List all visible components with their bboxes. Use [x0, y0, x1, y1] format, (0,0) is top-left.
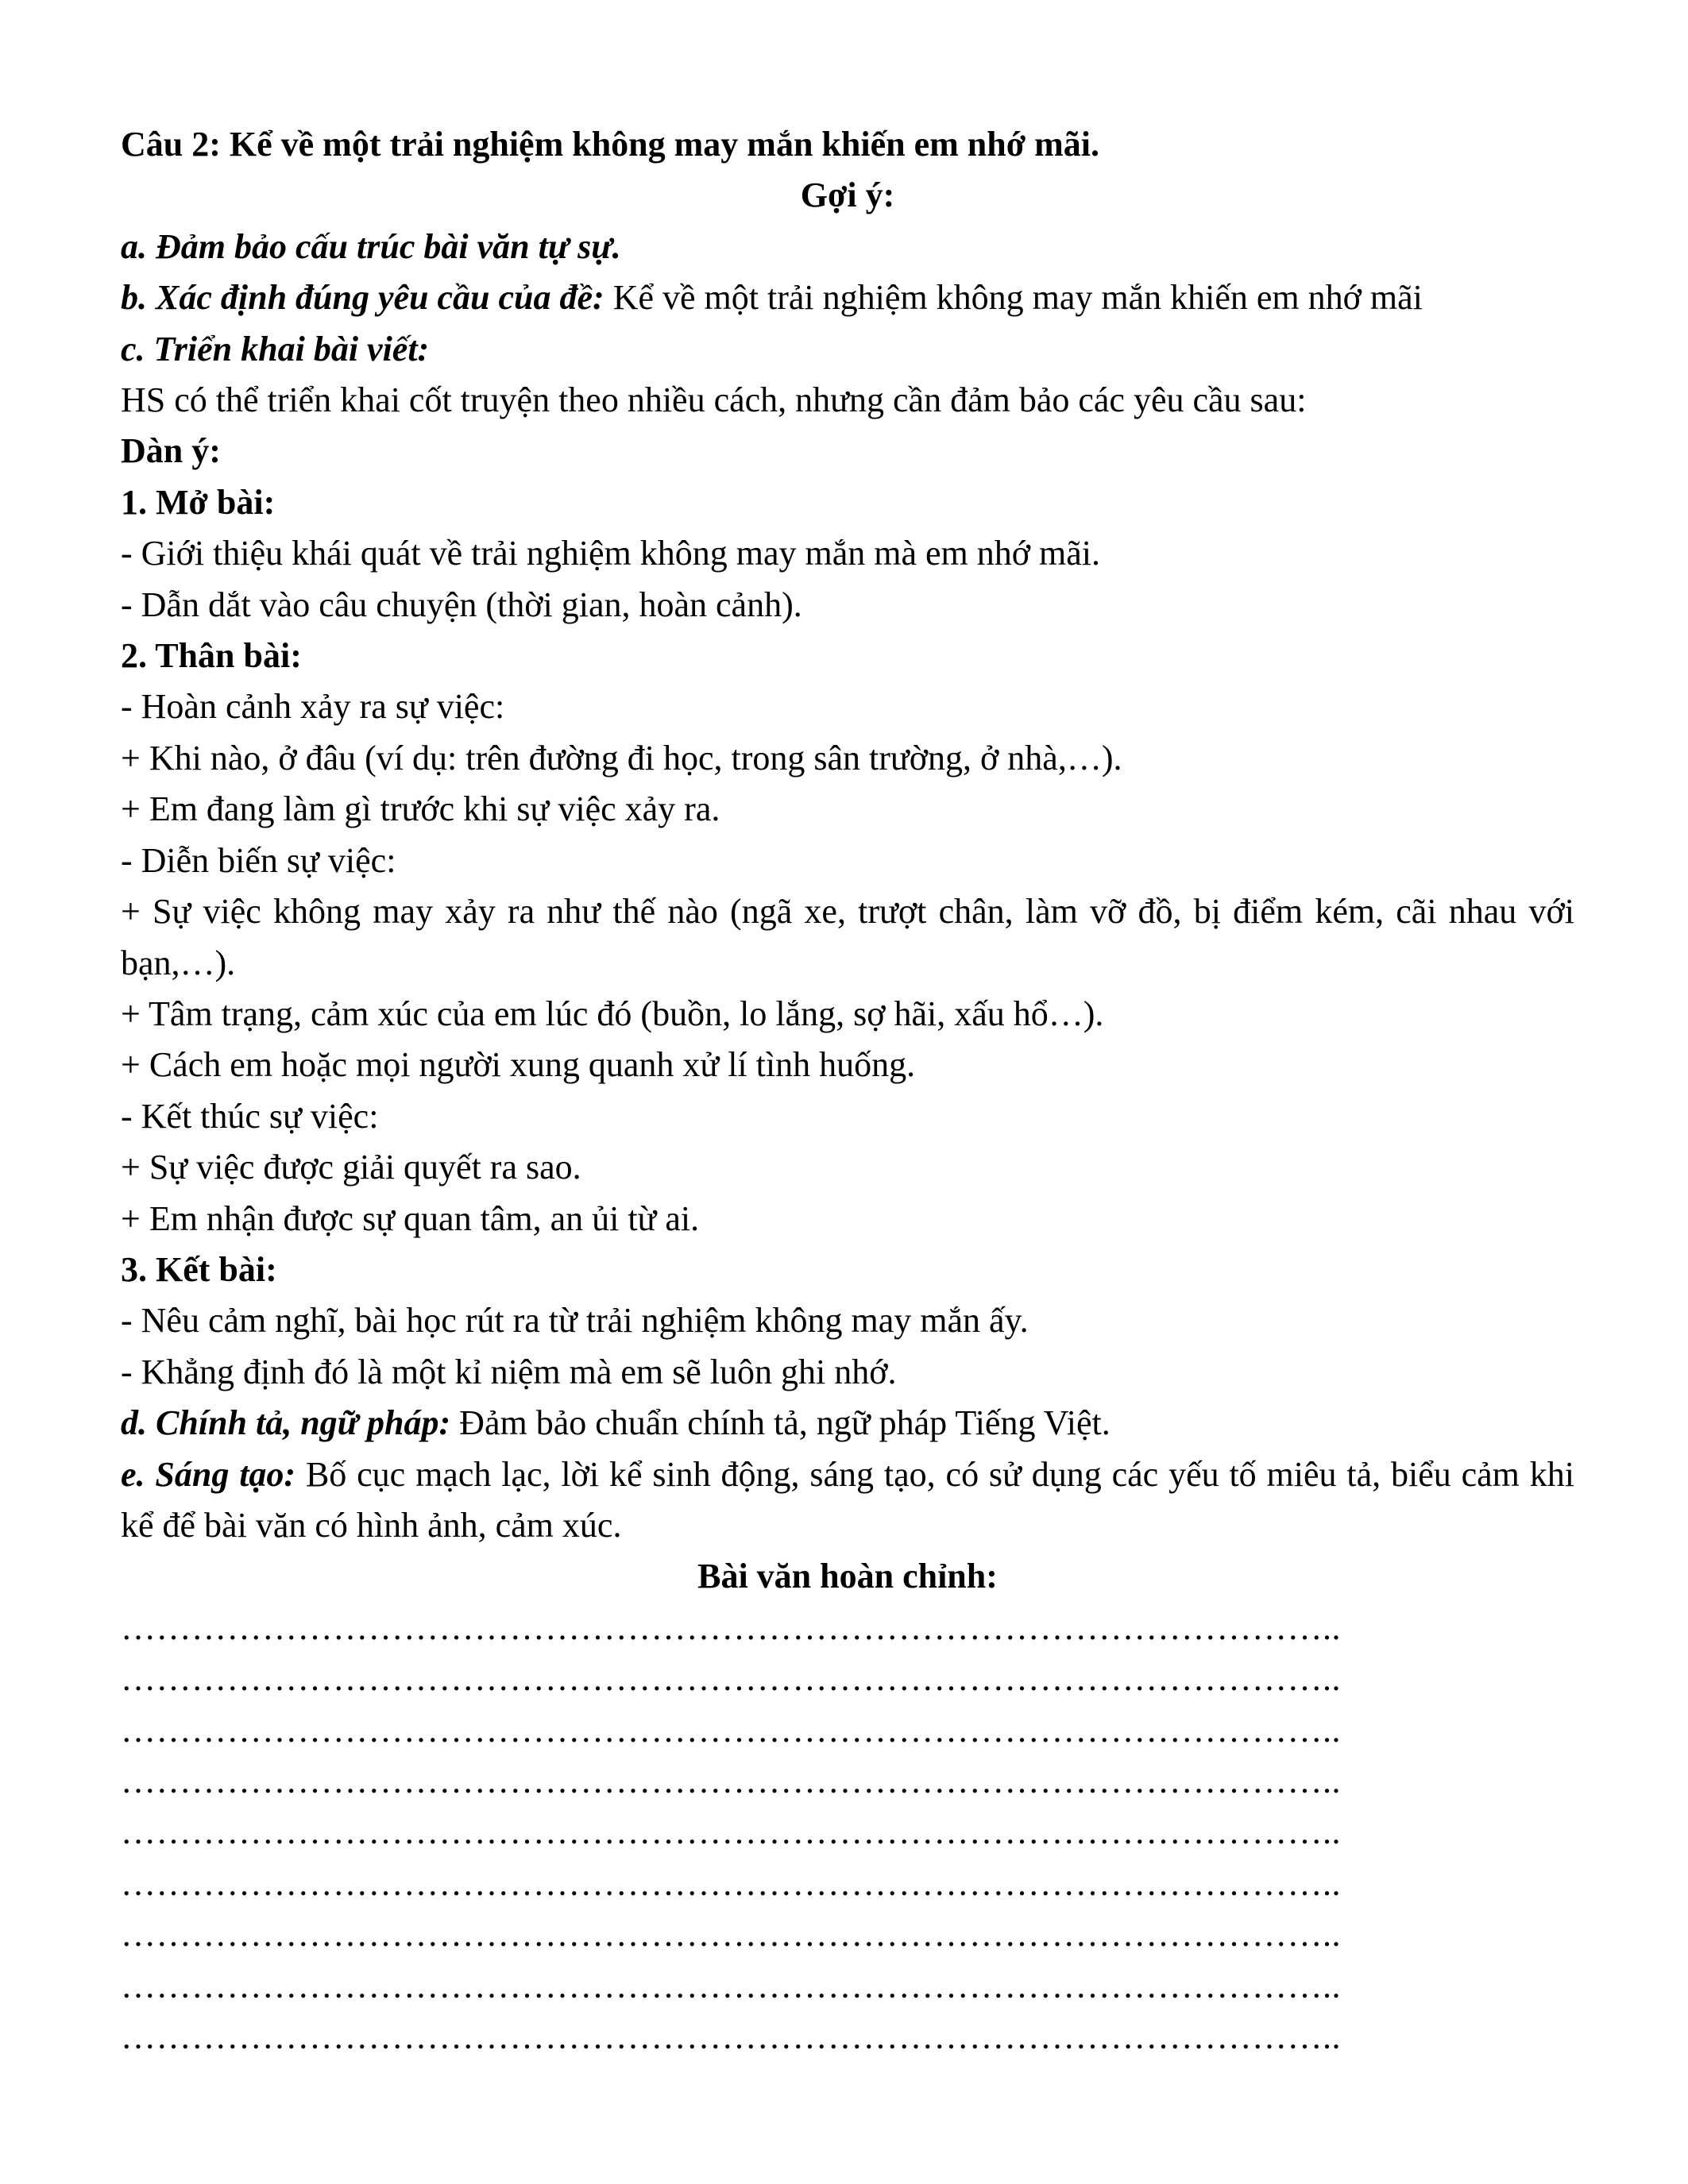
essay-dotted-line: ………………………………………………………………………………………….. — [121, 1863, 1341, 1903]
criteria-d — [121, 1398, 1574, 1449]
essay-dotted-line: ………………………………………………………………………………………….. — [121, 1761, 1341, 1800]
body-item: + Em đang làm gì trước khi sự việc xảy ra. — [121, 789, 720, 829]
hint-b — [121, 272, 1574, 323]
criteria-e — [121, 1449, 1574, 1552]
criteria-e-text: Bố cục mạch lạc, lời kể sinh động, sáng tạo, có sử dụng các yếu tố miêu tả, biểu cảm khi kể để bài văn có hình ảnh, cảm xúc. — [121, 1454, 1574, 1545]
essay-dotted-line: ………………………………………………………………………………………….. — [121, 1812, 1341, 1852]
essay-dotted-line: ………………………………………………………………………………………….. — [121, 2017, 1341, 2057]
outline-heading: Dàn ý: — [121, 431, 221, 471]
question-title: Câu 2: Kể về một trải nghiệm không may mắn khiến em nhớ mãi. — [121, 125, 1099, 164]
essay-dotted-line: ………………………………………………………………………………………….. — [121, 1966, 1341, 2005]
closing-heading: 3. Kết bài: — [121, 1249, 277, 1289]
essay-dotted-line: ………………………………………………………………………………………….. — [121, 1607, 1341, 1647]
hint-heading: Gợi ý: — [800, 176, 895, 215]
opening-heading: 1. Mở bài: — [121, 482, 276, 522]
opening-item: - Dẫn dắt vào câu chuyện (thời gian, hoàn cảnh). — [121, 585, 802, 624]
essay-dotted-line: ………………………………………………………………………………………….. — [121, 1710, 1341, 1750]
body-item: - Hoàn cảnh xảy ra sự việc: — [121, 687, 505, 727]
body-item: + Em nhận được sự quan tâm, an ủi từ ai. — [121, 1198, 700, 1238]
hint-c: c. Triển khai bài viết: — [121, 329, 430, 369]
closing-item: - Nêu cảm nghĩ, bài học rút ra từ trải nghiệm không may mắn ấy. — [121, 1301, 1029, 1341]
body-item: + Khi nào, ở đâu (ví dụ: trên đường đi học, trong sân trường, ở nhà,…). — [121, 738, 1122, 778]
body-item: + Tâm trạng, cảm xúc của em lúc đó (buồn, lo lắng, sợ hãi, xấu hổ…). — [121, 994, 1104, 1033]
document-page — [121, 119, 1574, 2062]
hint-b-label: b. Xác định đúng yêu cầu của đề: — [121, 278, 605, 318]
hint-a: a. Đảm bảo cấu trúc bài văn tự sự. — [121, 226, 621, 266]
closing-item: - Khẳng định đó là một kỉ niệm mà em sẽ luôn ghi nhớ. — [121, 1352, 897, 1391]
criteria-d-text: Đảm bảo chuẩn chính tả, ngữ pháp Tiếng Việt. — [450, 1403, 1111, 1443]
body-item: + Sự việc không may xảy ra như thế nào (ngã xe, trượt chân, làm vỡ đồ, bị điểm kém, cãi nhau với bạn,…). — [121, 892, 1574, 982]
body-item: + Sự việc được giải quyết ra sao. — [121, 1148, 581, 1187]
criteria-d-label: d. Chính tả, ngữ pháp: — [121, 1403, 451, 1443]
essay-heading: Bài văn hoàn chỉnh: — [697, 1557, 998, 1596]
hint-intro: HS có thể triển khai cốt truyện theo nhiều cách, nhưng cần đảm bảo các yêu cầu sau: — [121, 380, 1307, 420]
opening-item: - Giới thiệu khái quát về trải nghiệm không may mắn mà em nhớ mãi. — [121, 534, 1101, 573]
body-item: - Diễn biến sự việc: — [121, 840, 396, 880]
essay-dotted-line: ………………………………………………………………………………………….. — [121, 1915, 1341, 1954]
body-heading: 2. Thân bài: — [121, 636, 302, 676]
hint-b-text: Kể về một trải nghiệm không may mắn khiến em nhớ mãi — [604, 278, 1423, 318]
body-item: + Cách em hoặc mọi người xung quanh xử lí tình huống. — [121, 1045, 916, 1085]
essay-dotted-line: ………………………………………………………………………………………….. — [121, 1659, 1341, 1699]
body-item: - Kết thúc sự việc: — [121, 1096, 379, 1136]
criteria-e-label: e. Sáng tạo: — [121, 1454, 296, 1494]
